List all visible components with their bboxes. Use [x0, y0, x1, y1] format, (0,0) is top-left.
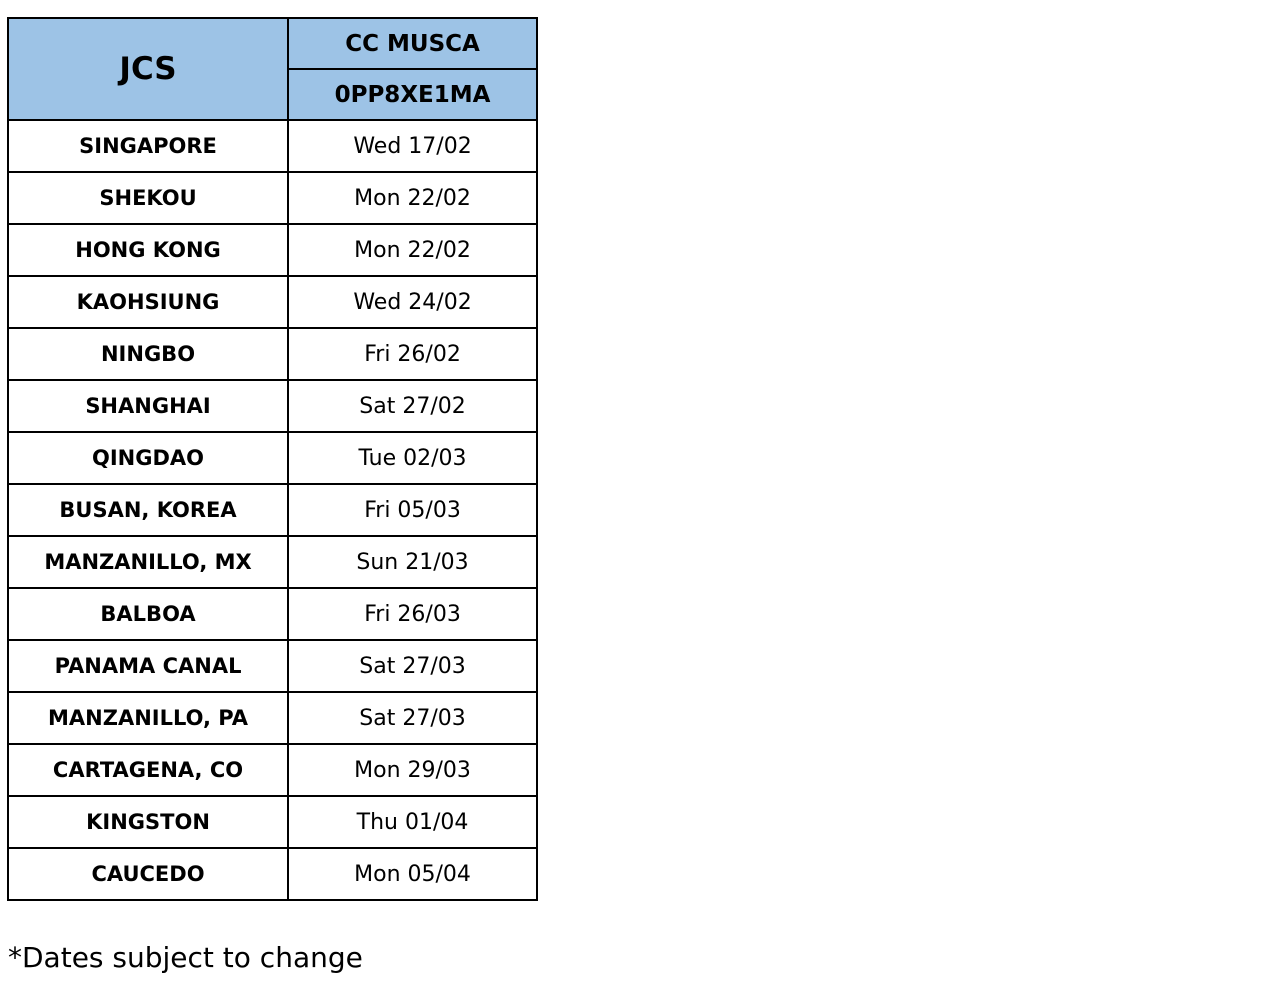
- port-name-cell: MANZANILLO, PA: [8, 692, 288, 744]
- port-name-cell: SHEKOU: [8, 172, 288, 224]
- port-name-cell: SHANGHAI: [8, 380, 288, 432]
- table-row: [8, 640, 537, 692]
- table-row: [8, 172, 537, 224]
- table-row: [8, 744, 537, 796]
- table-row: [8, 588, 537, 640]
- service-name-header: JCS: [8, 18, 288, 120]
- table-row: [8, 328, 537, 380]
- schedule-body: [8, 18, 537, 900]
- table-row: [8, 848, 537, 900]
- arrival-date-cell: Mon 22/02: [288, 224, 537, 276]
- arrival-date-cell: Thu 01/04: [288, 796, 537, 848]
- port-name-cell: PANAMA CANAL: [8, 640, 288, 692]
- arrival-date-cell: Fri 26/03: [288, 588, 537, 640]
- table-row: [8, 120, 537, 172]
- arrival-date-cell: Tue 02/03: [288, 432, 537, 484]
- arrival-date-cell: Sat 27/03: [288, 640, 537, 692]
- dates-disclaimer-footnote: *Dates subject to change: [8, 941, 363, 974]
- arrival-date-cell: Wed 24/02: [288, 276, 537, 328]
- table-row: [8, 224, 537, 276]
- vessel-name-header: CC MUSCA: [288, 18, 537, 69]
- port-name-cell: KAOHSIUNG: [8, 276, 288, 328]
- table-row: [8, 692, 537, 744]
- schedule-table: [7, 17, 538, 901]
- table-row: [8, 276, 537, 328]
- header-row-top: [8, 18, 537, 69]
- port-name-cell: BALBOA: [8, 588, 288, 640]
- arrival-date-cell: Mon 29/03: [288, 744, 537, 796]
- arrival-date-cell: Sun 21/03: [288, 536, 537, 588]
- arrival-date-cell: Wed 17/02: [288, 120, 537, 172]
- table-row: [8, 432, 537, 484]
- table-row: [8, 536, 537, 588]
- arrival-date-cell: Sat 27/03: [288, 692, 537, 744]
- arrival-date-cell: Mon 22/02: [288, 172, 537, 224]
- table-row: [8, 484, 537, 536]
- arrival-date-cell: Fri 26/02: [288, 328, 537, 380]
- port-name-cell: SINGAPORE: [8, 120, 288, 172]
- port-name-cell: MANZANILLO, MX: [8, 536, 288, 588]
- voyage-number-header: 0PP8XE1MA: [288, 69, 537, 120]
- port-name-cell: QINGDAO: [8, 432, 288, 484]
- arrival-date-cell: Sat 27/02: [288, 380, 537, 432]
- port-name-cell: KINGSTON: [8, 796, 288, 848]
- table-row: [8, 796, 537, 848]
- arrival-date-cell: Mon 05/04: [288, 848, 537, 900]
- port-name-cell: BUSAN, KOREA: [8, 484, 288, 536]
- port-name-cell: CAUCEDO: [8, 848, 288, 900]
- table-row: [8, 380, 537, 432]
- port-name-cell: CARTAGENA, CO: [8, 744, 288, 796]
- arrival-date-cell: Fri 05/03: [288, 484, 537, 536]
- port-name-cell: HONG KONG: [8, 224, 288, 276]
- port-name-cell: NINGBO: [8, 328, 288, 380]
